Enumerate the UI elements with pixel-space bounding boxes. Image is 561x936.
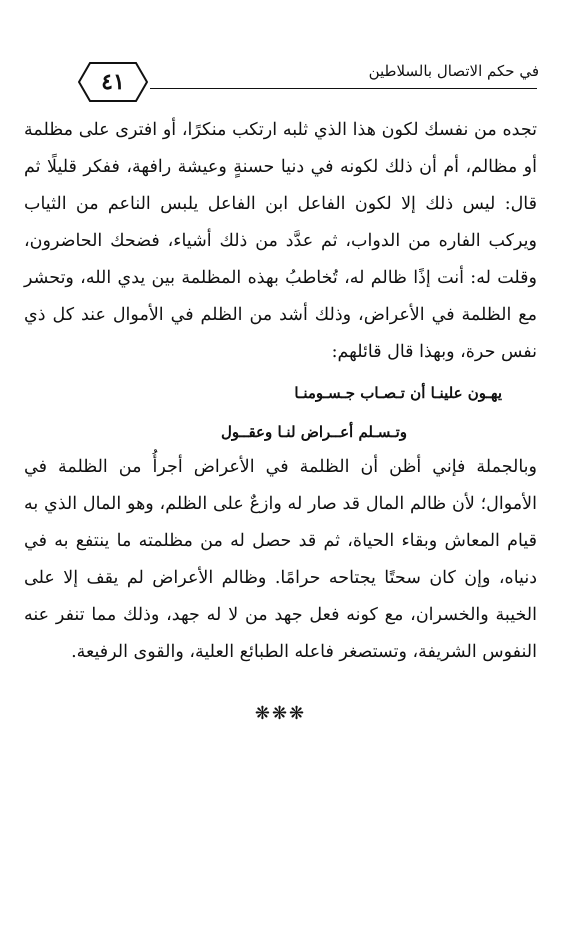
paragraph: وبالجملة فإني أظن أن الظلمة في الأعراض أجرأُ من الظلمة في الأموال؛ لأن ظالم المال قد صار له وازعٌ على الظلم، وهو المال الذي به قيام المعاش وبقاء الحياة، ثم قد حصل له من مظلمته ما ينتفع به في دنياه، وإن كان سحتًا يجتاحه حرامًا. وظالم الأعراض لم يقف إلا على الخيبة والخسران، مع كونه فعل جهد من لا له جهد، وذلك مما تنفر عنه النفوس الشريفة، وتستصغر فاعله الطبائع العلية، والقوى الرفيعة.: [24, 457, 537, 662]
header-rule: [150, 88, 537, 89]
page-header: [0, 0, 561, 110]
page-number-frame: [78, 62, 148, 102]
main-text: [24, 112, 537, 671]
section-separator: ❋❋❋: [254, 703, 307, 724]
running-title: في حكم الاتصال بالسلاطين: [368, 62, 539, 80]
verse-line-1: يهـون علينـا أن تـصـاب جـسـومنـا: [294, 384, 502, 402]
paragraph: تجده من نفسك لكون هذا الذي ثلبه ارتكب منكرًا، أو افترى على مظلمة أو مظالم، أم أن ذلك لكونه في دنيا حسنةٍ وعيشة رافهة، ففكر قليلًا ثم قال: ليس ذلك إلا لكون الفاعل ابن الفاعل يلبس الناعم من الثياب ويركب الفاره من الدواب، ثم عدَّد من ذلك أشياء، فضحك الحاضرون، وقلت له: أنت إذًا ظالم له، تُخاطبُ بهذه المظلمة بين يدي الله، وتحشر مع الظلمة في الأعراض، وذلك أشد من الظلم في الأموال عند كل ذي نفس حرة، وبهذا قال قائلهم:: [24, 120, 537, 362]
page-number: ٤١: [101, 69, 125, 95]
verse-line-2: وتـسـلم أعــراض لنـا وعقــول: [221, 423, 407, 441]
